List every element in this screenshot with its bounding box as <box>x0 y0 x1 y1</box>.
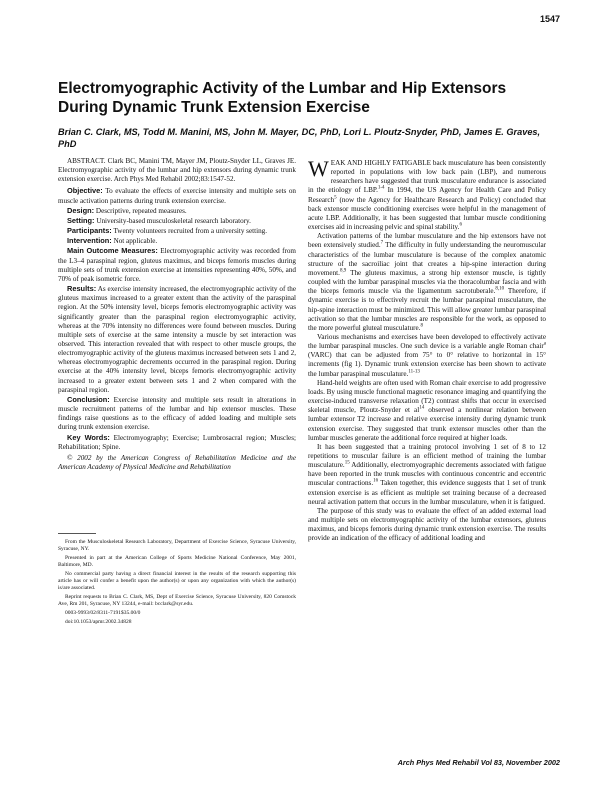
body-text: The difficulty in fully understanding the neuromuscular characteristics of the lumbar musculature is because of the complex anatomic structure of the sacroiliac joint that creates a hip-spine interaction during movement. <box>308 241 546 277</box>
abstract-design <box>58 206 296 216</box>
body-text: In 1994, the US Agency for Health Care and Policy Research <box>308 186 546 204</box>
objective-text: To evaluate the effects of exercise intensity and multiple sets on muscle activation patterns during trunk extension exercise. <box>58 187 296 205</box>
body-text: It has been suggested that a training protocol involving 1 set of 8 to 12 repetitions to muscular failure is an efficient method of training the lumbar musculature. <box>308 442 546 470</box>
body-text: observed a nonlinear relation between lumbar extensor T2 increase and relative exercise intensity during dynamic trunk extension exercise. They suggested that trunk extensor muscles other than the lumbar muscles generate the additional force required at higher loads. <box>308 406 547 442</box>
body-paragraph-6: The purpose of this study was to evaluate the effect of an added external load and multiple sets on electromyographic activity of the lumbar extensors, gluteus maximus, and biceps femoris during dynamic trunk extension exercise. The results provide an indication of the efficacy of additional loading and <box>308 506 546 543</box>
reference-marker: 5 <box>334 195 337 201</box>
body-paragraph-2 <box>308 232 546 333</box>
setting-text: University-based musculoskeletal research laboratory. <box>96 216 251 225</box>
footnote-presented: Presented in part at the American College of Sports Medicine National Conference, May 2001, Baltimore, MD. <box>58 554 296 569</box>
footnote-doi: doi:10.1053/apmr.2002.34828 <box>65 618 132 625</box>
keywords-text: Electromyography; Exercise; Lumbrosacral region; Muscles; Rehabilitation; Spine. <box>58 433 296 451</box>
design-label: Design: <box>67 205 95 215</box>
abstract-objective <box>58 186 296 205</box>
setting-label: Setting: <box>67 215 95 225</box>
conclusion-text: Exercise intensity and multiple sets result in alterations in muscle recruitment patterns of the lumbar and hip extensor muscles. These findings raise questions as to the efficacy of added loading and multiple sets during trunk extension exercise. <box>58 395 296 432</box>
body-paragraph-4 <box>308 379 546 443</box>
abstract-results <box>58 284 296 395</box>
lead-in-caps: EAK AND HIGHLY FATIGABLE <box>330 159 431 167</box>
body-text: Additionally, electromyographic decrements associated with fatigue have been reported in the trunk muscles with continuous concentric and eccentric muscular contractions. <box>308 461 546 488</box>
results-label: Results: <box>67 284 97 294</box>
design-text: Descriptive, repeated measures. <box>95 206 187 215</box>
body-paragraph-3 <box>308 333 546 379</box>
reference-marker: 8,10 <box>495 286 505 292</box>
reference-marker: 11-13 <box>408 369 420 375</box>
reference-marker: 14 <box>419 405 425 411</box>
results-text: As exercise intensity increased, the electromyographic activity of the gluteus maximus increased to a greater extent than the activity of the paraspinal region. At the 50% intensity level, biceps femoris electromyographic activity was significantly greater than the paraspinal region electromyographic activity, whereas at the 70% intensity no differences were found between muscles. During multiple sets of exercise at the same intensity a muscle by set interaction was observed. This interaction revealed that with respect to other muscle groups, the electromyographic activity of the gluteus maximus increased between sets 1 and 2, whereas electromyographic decrements occurred in the paraspinal region. During exercise at the 40% intensity level, biceps femoris electromyographic activity increased to a greater extent between sets 1 and 2 when compared with the paraspinal region. <box>58 285 296 394</box>
body-text: The gluteus maximus, a strong hip extensor muscle, is tightly coupled with the lumbar paraspinal muscles via the thoracolumbar fascia and with the biceps femoris muscle via the ligamentum sacrotuberale. <box>308 268 546 296</box>
abstract-citation: ABSTRACT. Clark BC, Manini TM, Mayer JM, Ploutz-Snyder LL, Graves JE. Electromyographic activity of the lumbar and hip extensors during dynamic trunk extension exercise. Arch Phys Med Rehabil 2002;83:1547-52. <box>58 157 296 184</box>
abstract-column <box>58 157 296 472</box>
participants-text: Twenty volunteers recruited from a university setting. <box>113 227 268 236</box>
body-text: Taken together, this evidence suggests that 1 set of trunk extension exercise is as efficient as multiple set training because of a decreased neural activation pattern that occurs in the lumbar musculature, when it is fatigued. <box>308 479 546 506</box>
reference-marker: 15 <box>344 460 350 466</box>
conclusion-label: Conclusion: <box>67 394 110 404</box>
page-number: 1547 <box>539 14 560 24</box>
body-column <box>308 156 547 544</box>
footnote-affiliation: From the Musculoskeletal Research Laboratory, Department of Exercise Science, Syracuse University, Syracuse, NY. <box>58 539 296 553</box>
drop-cap: W <box>308 156 329 181</box>
reference-marker: 6 <box>459 222 462 228</box>
body-paragraph-5 <box>308 443 546 507</box>
outcome-label: Main Outcome Measures: <box>67 246 158 256</box>
copyright-notice: © 2002 by the American Congress of Rehabilitation Medicine and the American Academy of Physical Medicine and Rehabilitation <box>58 453 296 471</box>
footnote-divider <box>58 533 96 534</box>
abstract-keywords <box>58 433 296 452</box>
body-paragraph-1 <box>308 156 546 232</box>
abstract-setting <box>58 216 296 226</box>
abstract-conclusion <box>58 395 296 433</box>
body-text: Hand-held weights are often used with Roman chair exercise to add progressive loads. By using muscle functional magnetic resonance imaging and quantifying the exercise-induced transverse relaxation (T2) contrast shifts that occur in exercised skeletal muscle, Ploutz-Snyder et al <box>308 378 546 415</box>
keywords-label: Key Words: <box>67 432 110 442</box>
body-text: Various mechanisms and exercises have been developed to effectively activate the lumbar paraspinal muscles. One such device is a variable angle Roman chair <box>308 332 546 351</box>
author-list: Brian C. Clark, MS, Todd M. Manini, MS, John M. Mayer, DC, PhD, Lori L. Ploutz-Snyder, PhD, James E. Graves, PhD <box>58 127 541 149</box>
objective-label: Objective: <box>67 186 103 196</box>
abstract-intervention <box>58 236 296 246</box>
footnotes <box>58 539 296 627</box>
body-text: Activation patterns of the lumbar musculature and the hip extensors have not been extensively studied. <box>308 232 546 250</box>
reference-marker: 16 <box>373 479 379 485</box>
footnote-disclosure: No commercial party having a direct financial interest in the results of the research supporting this article has or will confer a benefit upon the author(s) or upon any organization with which the author(s) is/are associated. <box>58 570 296 592</box>
journal-footer: Arch Phys Med Rehabil Vol 83, November 2002 <box>397 758 560 767</box>
reference-marker: 7 <box>380 241 384 247</box>
reference-marker: 8 <box>420 323 423 329</box>
reference-marker: 8,9 <box>339 268 347 274</box>
body-text: (now the Agency for Healthcare Research and Policy) concluded that back extensor muscle conditioning exercises were helpful in the management of acute LBP. Additionally, it has been suggested that lumbar muscle conditioning exercises aid in increasing pelvic and spinal stability. <box>308 195 546 232</box>
intervention-label: Intervention: <box>67 236 112 246</box>
body-text: (VARC) that can be adjusted from 75° to 0° relative to horizontal in 15° increments (fig 1). Dynamic trunk extension exercise has been shown to activate the lumbar paraspinal musculature. <box>308 351 546 378</box>
abstract-outcome <box>58 246 296 284</box>
intervention-text: Not applicable. <box>113 237 158 246</box>
abstract-participants <box>58 226 296 236</box>
footnote-code: 0003-9993/02/8311-7191$35.00/0 <box>65 609 141 616</box>
footnote-reprints: Reprint requests to Brian C. Clark, MS, Dept of Exercise Science, Syracuse University, 820 Comstock Ave, Rm 201, Syracuse, NY 13244, e-mail: bcclark@syr.edu. <box>58 593 296 608</box>
body-text: back musculature has been consistently reported in populations with low back pain (LBP), and numerous researchers have suggested that trunk musculature endurance is associated in the etiology of LBP. <box>308 159 546 195</box>
article-title: Electromyographic Activity of the Lumbar and Hip Extensors During Dynamic Trunk Extension Exercise <box>58 80 507 116</box>
participants-label: Participants: <box>67 226 112 236</box>
body-text: Therefore, if dynamic exercise is to effectively recruit the lumbar paraspinal musculature, the hip-spine interaction must be minimized. This will allow greater lumbar paraspinal activation so that the lumbar muscles are responsible for the work, as opposed to the more powerful gluteal musculature. <box>308 287 547 332</box>
reference-marker: a <box>543 341 546 347</box>
reference-marker: 1-4 <box>377 186 385 192</box>
outcome-text: Electromyographic activity was recorded from the L3–4 paraspinal region, gluteus maximus, and biceps femoris muscles during multiple sets of trunk extension exercise at intensities representing 40%, 50%, and 70% of peak isometric force. <box>58 247 296 283</box>
